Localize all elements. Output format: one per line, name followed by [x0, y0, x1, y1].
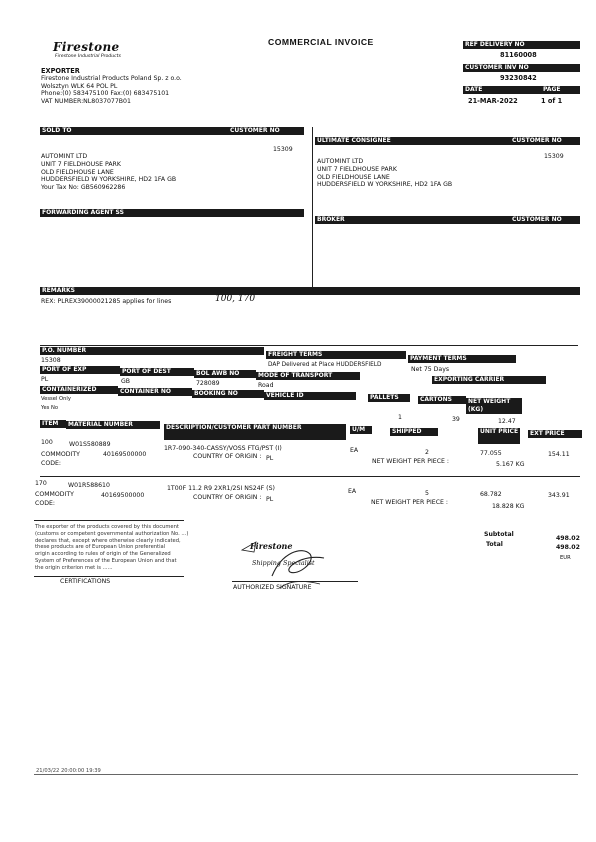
mode-value: Road [258, 382, 274, 389]
footer-timestamp: 21/03/22 20:00:00 19:39 [36, 768, 101, 774]
broker-label: BROKER [317, 216, 345, 223]
col-material-header [66, 421, 160, 429]
booking-bar [192, 390, 264, 398]
broker-bar [315, 216, 580, 224]
item-ext-price: 154.11 [548, 451, 570, 458]
port-dest-label: PORT OF DEST [122, 368, 171, 375]
signature-line [232, 581, 358, 582]
certification-line: System of Preferences of the European Union and that [35, 557, 177, 564]
subtotal-label: Subtotal [484, 531, 514, 538]
col-ext-price-header [528, 430, 582, 438]
booking-label: BOOKING NO [194, 390, 238, 397]
customer-inv-label: CUSTOMER INV NO [465, 64, 529, 71]
ref-delivery-bar [463, 41, 580, 49]
cartons-label: CARTONS [420, 396, 452, 403]
signature-label: AUTHORIZED SIGNATURE [233, 584, 312, 591]
ultimate-consignee-customer-no: 15309 [544, 153, 564, 160]
mode-label: MODE OF TRANSPORT [258, 372, 333, 379]
item-origin-label: COUNTRY OF ORIGIN : [193, 494, 262, 501]
item-shipped: 2 [425, 449, 429, 456]
exporter-line: Firestone Industrial Products Poland Sp. z o.o. [41, 75, 182, 82]
col-um-header [350, 426, 372, 434]
item-shipped: 5 [425, 490, 429, 497]
col-um-label: U/M [352, 426, 366, 433]
exporter-line: VAT NUMBER:NL8037077B01 [41, 97, 131, 105]
item-unit-price: 77.055 [480, 450, 502, 457]
port-exp-bar [40, 366, 120, 374]
item-code-label: CODE: [35, 500, 55, 507]
pallets-value: 1 [398, 414, 402, 421]
net-weight-label: NET WEIGHT (KG) [468, 398, 511, 413]
page-number: 1 of 1 [541, 97, 563, 105]
certification-line: The exporter of the products covered by this document [35, 524, 179, 530]
remarks-bar [40, 287, 580, 295]
container-no-bar [118, 388, 192, 396]
item-origin-label: COUNTRY OF ORIGIN : [193, 453, 262, 460]
freight-value: DAP Delivered at Place HUDDERSFIELD [268, 362, 382, 368]
certification-bottom-rule [34, 576, 184, 577]
item-ext-price: 343.91 [548, 492, 570, 499]
containerized-sub: Vessel Only [41, 396, 71, 402]
remarks-text: REX: PLREX39000021285 applies for lines [41, 298, 172, 305]
certification-line: the origin criterion met is ...... [35, 564, 113, 571]
customer-inv-bar [463, 64, 580, 72]
sold-to-address [41, 153, 176, 192]
certification-line: declares that, except where otherwise clearly indicated, [35, 537, 181, 544]
item-commodity-label: COMMODITY [41, 451, 80, 458]
col-material-label: MATERIAL NUMBER [68, 421, 133, 428]
sold-to-divider [312, 127, 313, 209]
customer-inv-value: 93230842 [500, 74, 537, 82]
freight-bar [266, 351, 406, 359]
footer-rule [34, 774, 578, 775]
exporter-line: Wolsztyn WLK 64 POL PL [41, 82, 118, 90]
ultimate-consignee-customer-no-label: CUSTOMER NO [512, 137, 562, 144]
certification-line: (customs or competent governmental authorization No. ...) [35, 530, 189, 537]
ultimate-consignee-address [317, 158, 452, 189]
exporter-line: Phone:(0) 583475100 Fax:(0) 683475101 [41, 90, 170, 98]
ultimate-consignee-line: OLD FIELDHOUSE LANE [317, 173, 390, 181]
port-dest-value: GB [121, 378, 131, 385]
total-label: Total [486, 541, 503, 548]
forwarding-agent-label: FORWARDING AGENT SS [42, 209, 124, 216]
pallets-bar [368, 394, 410, 402]
company-logo-subtitle: Firestone Industrial Products [55, 54, 121, 59]
col-description-label: DESCRIPTION/CUSTOMER PART NUMBER [166, 424, 302, 431]
stamp-company: Firestone [250, 541, 293, 551]
item-material: W01R588610 [68, 482, 110, 489]
sold-to-line: UNIT 7 FIELDHOUSE PARK [41, 160, 121, 168]
item-commodity-label: COMMODITY [35, 491, 74, 498]
containerized-bar [40, 386, 118, 394]
containerized-value[interactable]: Yes No [41, 405, 59, 411]
carrier-label: EXPORTING CARRIER [434, 376, 505, 383]
item-code-label: CODE: [41, 460, 61, 467]
item-um: EA [350, 447, 359, 454]
ultimate-consignee-label: ULTIMATE CONSIGNEE [317, 137, 391, 144]
sold-to-label: SOLD TO [42, 127, 72, 134]
company-logo: Firestone [53, 40, 120, 54]
date-page-bar [463, 86, 580, 94]
remarks-bottom-rule [40, 345, 578, 346]
vehicle-bar [264, 392, 356, 400]
exporter-address [41, 75, 182, 105]
net-weight-bar [466, 398, 522, 414]
total-value: 498.02 [556, 544, 580, 551]
col-shipped-label: SHIPPED [392, 428, 422, 435]
sold-to-line: AUTOMINT LTD [41, 153, 88, 160]
item-commodity: 40169500000 [101, 492, 145, 499]
pallets-label: PALLETS [370, 394, 399, 401]
agent-divider [312, 209, 313, 287]
remarks-handwritten: 100, 170 [215, 294, 256, 304]
container-no-label: CONTAINER NO [120, 388, 171, 395]
currency-code: EUR [560, 555, 571, 561]
item-number: 100 [41, 439, 53, 446]
certification-text [35, 524, 188, 572]
vehicle-label: VEHICLE ID [266, 392, 304, 399]
sold-to-bar [40, 127, 304, 135]
containerized-label: CONTAINERIZED [42, 386, 97, 393]
sold-to-line: Your Tax No: GB560962286 [41, 184, 126, 192]
cartons-value: 39 [452, 416, 460, 423]
date-label: DATE [465, 86, 483, 93]
item-unit-price: 68.782 [480, 491, 502, 498]
bol-bar [194, 370, 256, 378]
col-description-header [164, 424, 346, 440]
item-net-weight-label: NET WEIGHT PER PIECE : [371, 499, 448, 506]
ref-delivery-label: REF DELIVERY NO [465, 41, 525, 48]
document-title: COMMERCIAL INVOICE [268, 37, 374, 47]
po-label: P.O. NUMBER [42, 347, 87, 354]
invoice-date: 21-MAR-2022 [468, 97, 518, 105]
freight-label: FREIGHT TERMS [268, 351, 323, 358]
sold-to-line: HUDDERSFIELD W YORKSHIRE, HD2 1FA GB [41, 176, 177, 184]
item-number: 170 [35, 480, 47, 487]
exporter-label: EXPORTER [41, 67, 80, 75]
ultimate-consignee-line: UNIT 7 FIELDHOUSE PARK [317, 165, 397, 173]
cartons-bar [418, 396, 466, 404]
broker-customer-no-label: CUSTOMER NO [512, 216, 562, 223]
bol-label: BOL AWB NO [196, 370, 240, 377]
forwarding-agent-bar [40, 209, 304, 217]
po-value: 15308 [41, 357, 61, 364]
po-bar [40, 347, 264, 355]
port-exp-value: PL [41, 376, 49, 383]
ref-delivery-value: 81160008 [500, 51, 537, 59]
item-commodity: 40169500000 [103, 451, 147, 458]
item-net-weight: 18.828 KG [492, 503, 525, 510]
item-origin: PL [266, 496, 274, 503]
ultimate-consignee-bar [315, 137, 580, 145]
port-exp-label: PORT OF EXP [42, 366, 87, 373]
col-item-header [40, 420, 66, 428]
payment-value: Net 75 Days [411, 366, 450, 373]
certification-line: origin according to rules of origin of the Generalized [35, 551, 171, 558]
port-dest-bar [120, 368, 194, 376]
certification-line: these products are of European Union preferential [35, 544, 166, 551]
item-um: EA [348, 488, 357, 495]
remarks-label: REMARKS [42, 287, 75, 294]
row-separator [40, 476, 580, 477]
certification-label: CERTIFICATIONS [60, 578, 111, 585]
page-label: PAGE [543, 86, 561, 93]
item-description: 1T00F 11.2 R9 2XR1/2SI NS24F (S) [167, 485, 275, 492]
stamp-title: Shipping Specialist [252, 559, 315, 567]
mode-bar [256, 372, 360, 380]
subtotal-value: 498.02 [556, 535, 580, 542]
payment-label: PAYMENT TERMS [410, 355, 467, 362]
net-weight-value: 12.47 [498, 418, 516, 425]
sold-to-line: OLD FIELDHOUSE LANE [41, 168, 114, 176]
col-item-label: ITEM [42, 420, 59, 427]
item-description: 1R7-090-340-CASSY/VOSS FTG/PST (I) [164, 445, 282, 452]
item-material: W01S580889 [69, 441, 111, 448]
certification-top-rule [34, 520, 184, 521]
item-net-weight-label: NET WEIGHT PER PIECE : [372, 458, 449, 465]
col-unit-price-label: UNIT PRICE [480, 428, 519, 435]
sold-to-customer-no-label: CUSTOMER NO [230, 127, 280, 134]
ultimate-consignee-line: HUDDERSFIELD W YORKSHIRE, HD2 1FA GB [317, 181, 453, 189]
ultimate-consignee-line: AUTOMINT LTD [317, 158, 364, 165]
sold-to-customer-no: 15309 [273, 146, 293, 153]
payment-bar [408, 355, 516, 363]
col-shipped-header [390, 428, 438, 436]
item-origin: PL [266, 455, 274, 462]
carrier-bar [432, 376, 546, 384]
bol-value: 728089 [196, 380, 220, 387]
col-unit-price-header [478, 428, 520, 444]
col-ext-price-label: EXT PRICE [530, 430, 565, 437]
item-net-weight: 5.167 KG [496, 461, 525, 468]
